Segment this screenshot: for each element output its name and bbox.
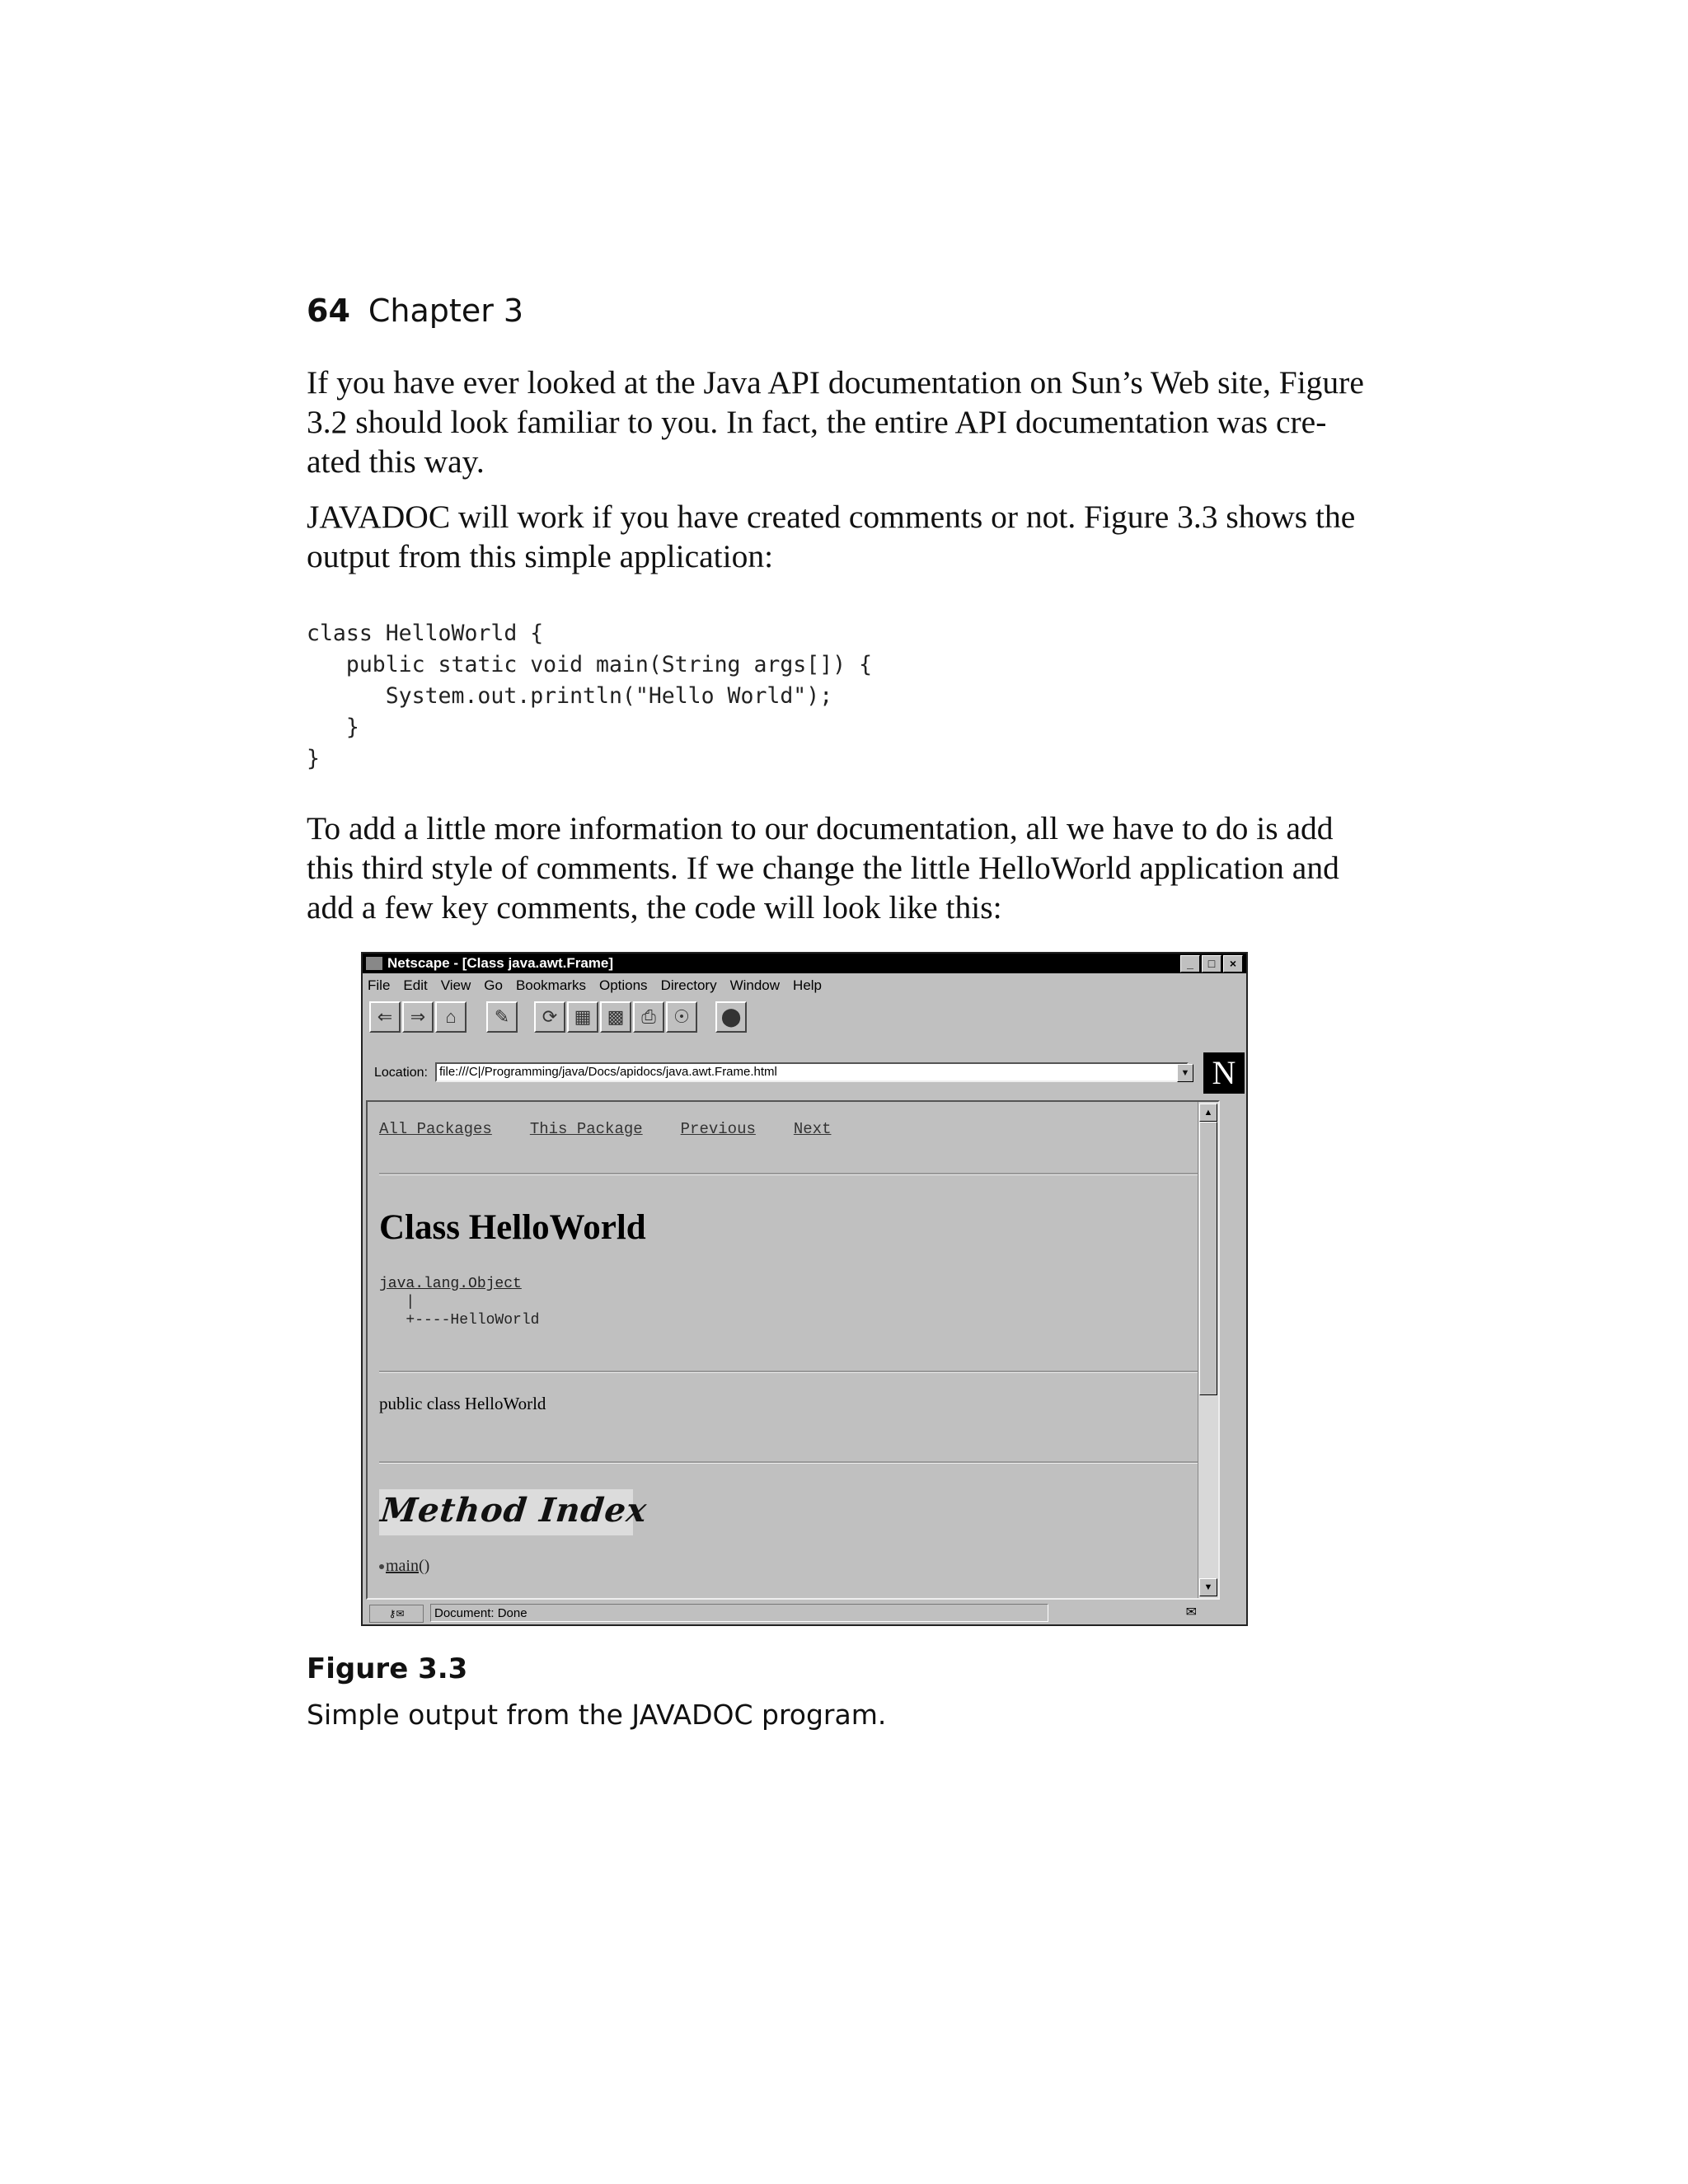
print-icon[interactable]: ⎙ bbox=[633, 1001, 664, 1033]
divider bbox=[379, 1173, 1203, 1175]
location-bar bbox=[363, 1052, 1246, 1094]
stop-icon[interactable]: ⬤ bbox=[715, 1001, 747, 1033]
divider bbox=[379, 1371, 1203, 1373]
link-all-packages[interactable]: All Packages bbox=[379, 1120, 492, 1138]
figure-caption: Simple output from the JAVADOC program. bbox=[307, 1699, 887, 1731]
divider bbox=[379, 1461, 1203, 1464]
link-previous[interactable]: Previous bbox=[680, 1120, 756, 1138]
vertical-scrollbar[interactable] bbox=[1198, 1102, 1218, 1598]
menu-directory[interactable]: Directory bbox=[660, 977, 717, 993]
chevron-down-icon[interactable]: ▼ bbox=[1177, 1064, 1193, 1082]
code-listing: class HelloWorld { public static void main(String args[]) { System.out.println("Hello World"); } } bbox=[307, 621, 873, 771]
class-hierarchy bbox=[379, 1275, 539, 1329]
nav-links bbox=[379, 1120, 869, 1138]
security-key-icon: ⚷✉ bbox=[369, 1605, 424, 1623]
scroll-up-icon[interactable]: ▲ bbox=[1199, 1104, 1217, 1122]
class-title: Class HelloWorld bbox=[379, 1208, 646, 1247]
paragraph-line: JAVADOC will work if you have created comments or not. Figure 3.3 shows the bbox=[307, 499, 1356, 535]
paragraph-line: add a few key comments, the code will look like this: bbox=[307, 889, 1002, 926]
status-text: Document: Done bbox=[430, 1604, 1048, 1622]
find-icon[interactable]: ☉ bbox=[666, 1001, 697, 1033]
location-label: Location: bbox=[374, 1066, 428, 1080]
link-main[interactable]: main bbox=[386, 1557, 419, 1575]
figure-label: Figure 3.3 bbox=[307, 1652, 468, 1685]
window-controls bbox=[1180, 955, 1243, 972]
paragraph-line: this third style of comments. If we change the little HelloWorld application and bbox=[307, 850, 1339, 886]
close-button[interactable]: × bbox=[1223, 955, 1243, 972]
reload-icon[interactable]: ⟳ bbox=[534, 1001, 565, 1033]
netscape-logo: N bbox=[1203, 1052, 1245, 1094]
mail-icon[interactable]: ✉ bbox=[1185, 1605, 1197, 1619]
menu-view[interactable]: View bbox=[440, 977, 471, 993]
forward-icon[interactable]: ⇒ bbox=[402, 1001, 434, 1033]
method-index-heading bbox=[378, 1489, 649, 1535]
window-title: Netscape - [Class java.awt.Frame] bbox=[387, 955, 614, 971]
browser-screenshot bbox=[361, 952, 1248, 1626]
images-icon[interactable]: ▦ bbox=[567, 1001, 598, 1033]
open-icon[interactable]: ▩ bbox=[600, 1001, 631, 1033]
menu-edit[interactable]: Edit bbox=[403, 977, 428, 993]
netscape-app-icon bbox=[366, 957, 382, 970]
running-head bbox=[307, 293, 523, 329]
page-number: 64 bbox=[307, 293, 350, 329]
class-declaration: public class HelloWorld bbox=[379, 1394, 546, 1413]
menu-help[interactable]: Help bbox=[793, 977, 823, 993]
menu-file[interactable]: File bbox=[368, 977, 391, 993]
menu-bookmarks[interactable]: Bookmarks bbox=[515, 977, 586, 993]
menu-go[interactable]: Go bbox=[484, 977, 503, 993]
menu-options[interactable]: Options bbox=[598, 977, 648, 993]
edit-icon[interactable]: ✎ bbox=[486, 1001, 518, 1033]
menu-window[interactable]: Window bbox=[729, 977, 781, 993]
status-bar bbox=[363, 1601, 1246, 1624]
minimize-button[interactable]: _ bbox=[1180, 955, 1200, 972]
paragraph-line: output from this simple application: bbox=[307, 538, 774, 574]
method-entry bbox=[379, 1557, 429, 1576]
location-input[interactable]: file:///C|/Programming/java/Docs/apidocs/java.awt.Frame.html bbox=[435, 1062, 1189, 1082]
bullet-icon bbox=[379, 1564, 384, 1569]
menu-bar bbox=[368, 976, 835, 996]
paragraph-line: 3.2 should look familiar to you. In fact, the entire API documentation was cre- bbox=[307, 404, 1327, 440]
paragraph-line: To add a little more information to our documentation, all we have to do is add bbox=[307, 810, 1334, 846]
back-icon[interactable]: ⇐ bbox=[369, 1001, 401, 1033]
maximize-button[interactable]: □ bbox=[1202, 955, 1221, 972]
method-index-label: Method Index bbox=[378, 1491, 649, 1530]
scroll-thumb[interactable] bbox=[1199, 1122, 1217, 1395]
paragraph-line: If you have ever looked at the Java API documentation on Sun’s Web site, Figure bbox=[307, 364, 1364, 401]
method-suffix: () bbox=[419, 1557, 430, 1575]
link-java-lang-object[interactable]: java.lang.Object bbox=[379, 1276, 522, 1292]
page-content bbox=[366, 1100, 1220, 1600]
link-this-package[interactable]: This Package bbox=[529, 1120, 643, 1138]
scroll-down-icon[interactable]: ▼ bbox=[1199, 1578, 1217, 1596]
chapter-title: Chapter 3 bbox=[368, 293, 524, 329]
paragraph-1 bbox=[307, 363, 1364, 481]
paragraph-line: ated this way. bbox=[307, 443, 485, 480]
hierarchy-tree: | +----HelloWorld bbox=[406, 1294, 540, 1329]
paragraph-3 bbox=[307, 808, 1339, 927]
link-next[interactable]: Next bbox=[793, 1120, 832, 1138]
paragraph-2 bbox=[307, 497, 1356, 576]
title-bar bbox=[363, 954, 1246, 973]
home-icon[interactable]: ⌂ bbox=[435, 1001, 467, 1033]
